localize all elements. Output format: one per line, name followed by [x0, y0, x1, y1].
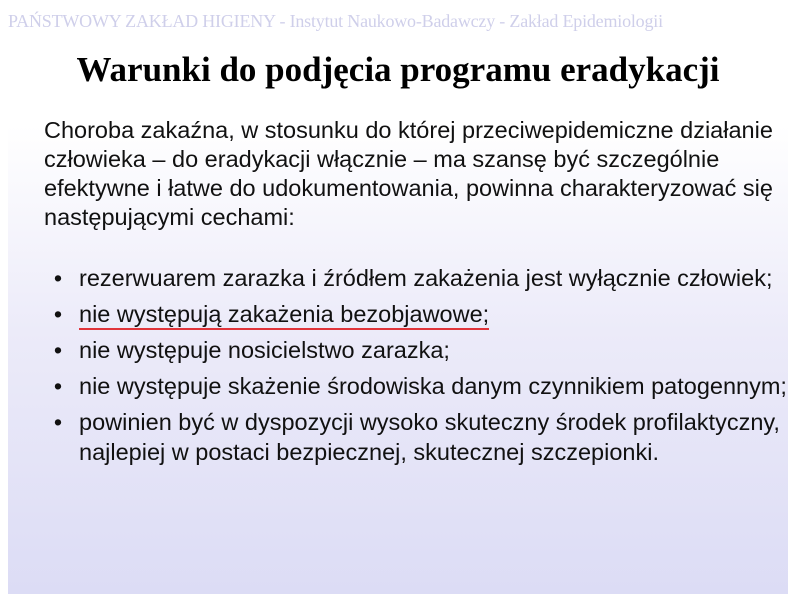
intro-paragraph: Choroba zakaźna, w stosunku do której przeciwepidemiczne działanie człowieka – do eradykacji włącznie – ma szansę być szczególnie efektywne i łatwe do udokumentowania, powinna charakteryzować się następującymi cechami:	[44, 117, 773, 230]
criteria-list	[48, 263, 788, 473]
slide	[8, 8, 788, 594]
slide-title: Warunki do podjęcia programu eradykacji	[76, 50, 720, 89]
list-item-text: powinien być w dyspozycji wysoko skuteczny środek profilaktyczny, najlepiej w postaci bezpiecznej, skutecznej szczepionki.	[79, 409, 780, 465]
bullet-icon: •	[53, 265, 63, 291]
list-item	[48, 371, 788, 401]
institution-header-banner: PAŃSTWOWY ZAKŁAD HIGIENY - Instytut Naukowo-Badawczy - Zakład Epidemiologii	[8, 11, 663, 31]
bullet-icon: •	[53, 301, 63, 327]
list-item	[48, 335, 788, 365]
list-item-text: nie występuje nosicielstwo zarazka;	[79, 337, 450, 363]
list-item-text-underlined: nie występują zakażenia bezobjawowe;	[79, 301, 489, 330]
bullet-icon: •	[53, 373, 63, 399]
bullet-icon: •	[53, 337, 63, 363]
list-item	[48, 299, 788, 329]
list-item-text: rezerwuarem zarazka i źródłem zakażenia jest wyłącznie człowiek;	[79, 265, 773, 291]
list-item	[48, 263, 788, 293]
bullet-icon: •	[53, 409, 63, 435]
list-item-text: nie występuje skażenie środowiska danym czynnikiem patogennym;	[79, 373, 787, 399]
list-item	[48, 407, 788, 467]
